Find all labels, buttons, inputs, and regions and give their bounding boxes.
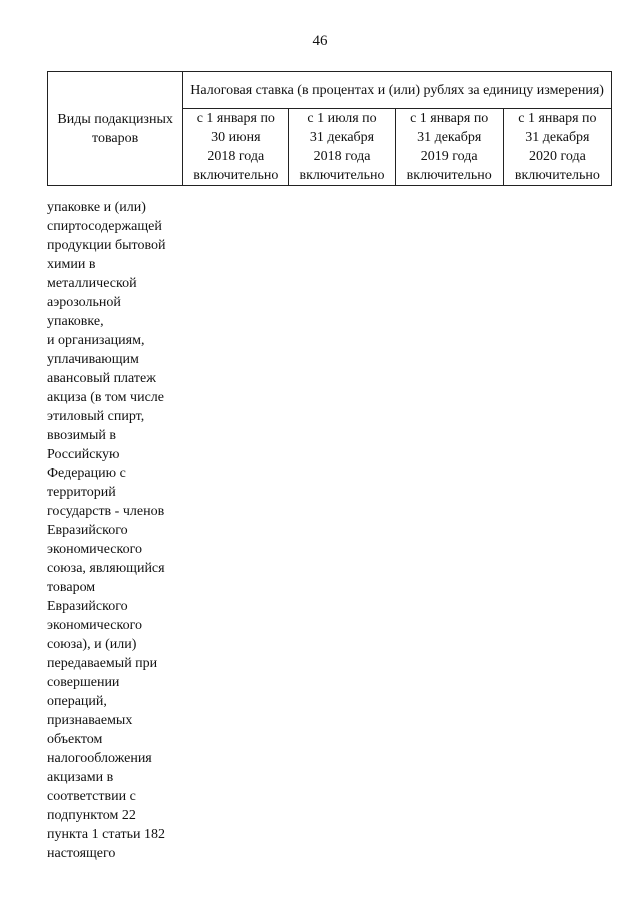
text-line: подпунктом 22 [47, 808, 136, 823]
text-line: этиловый спирт, [47, 409, 145, 424]
text-line: экономического [47, 618, 142, 633]
text-line: авансовый платеж [47, 371, 156, 386]
text-line: Евразийского [47, 599, 128, 614]
goods-type-header: Виды подакцизных товаров [48, 72, 183, 186]
text-line: совершении [47, 675, 120, 690]
text-line: союза), и (или) [47, 637, 137, 652]
text-line: Российскую [47, 447, 120, 462]
text-line: металлической [47, 276, 137, 291]
text-line: и организациям, [47, 333, 145, 348]
table-header-row [48, 72, 612, 109]
text-line: экономического [47, 542, 142, 557]
goods-description-text [47, 198, 187, 863]
text-line: ввозимый в [47, 428, 117, 443]
period-header-2: с 1 июля по 31 декабря 2018 года включительно [289, 109, 395, 186]
text-line: настоящего [47, 846, 116, 861]
period-header-3: с 1 января по 31 декабря 2019 года включительно [395, 109, 503, 186]
text-line: акцизами в [47, 770, 114, 785]
text-line: признаваемых [47, 713, 133, 728]
text-line: Федерацию с [47, 466, 126, 481]
text-line: товаром [47, 580, 96, 595]
period-header-1: с 1 января по 30 июня 2018 года включительно [183, 109, 289, 186]
page-number: 46 [312, 33, 328, 49]
tax-rate-header: Налоговая ставка (в процентах и (или) рублях за единицу измерения) [183, 72, 612, 109]
text-line: уплачивающим [47, 352, 139, 367]
text-line: аэрозольной [47, 295, 121, 310]
text-line: продукции бытовой [47, 238, 166, 253]
text-line: передаваемый при [47, 656, 158, 671]
text-line: налогообложения [47, 751, 152, 766]
text-line: Евразийского [47, 523, 128, 538]
text-line: территорий [47, 485, 116, 500]
text-line: упаковке и (или) [47, 200, 146, 215]
text-line: государств - членов [47, 504, 165, 519]
text-line: пункта 1 статьи 182 [47, 827, 165, 842]
text-line: союза, являющийся [47, 561, 165, 576]
text-line: химии в [47, 257, 96, 272]
text-line: соответствии с [47, 789, 136, 804]
text-line: упаковке, [47, 314, 104, 329]
tax-rate-table [47, 71, 612, 186]
text-line: акциза (в том числе [47, 390, 164, 405]
text-line: спиртосодержащей [47, 219, 162, 234]
text-line: операций, [47, 694, 107, 709]
period-header-4: с 1 января по 31 декабря 2020 года включительно [503, 109, 611, 186]
text-line: объектом [47, 732, 103, 747]
